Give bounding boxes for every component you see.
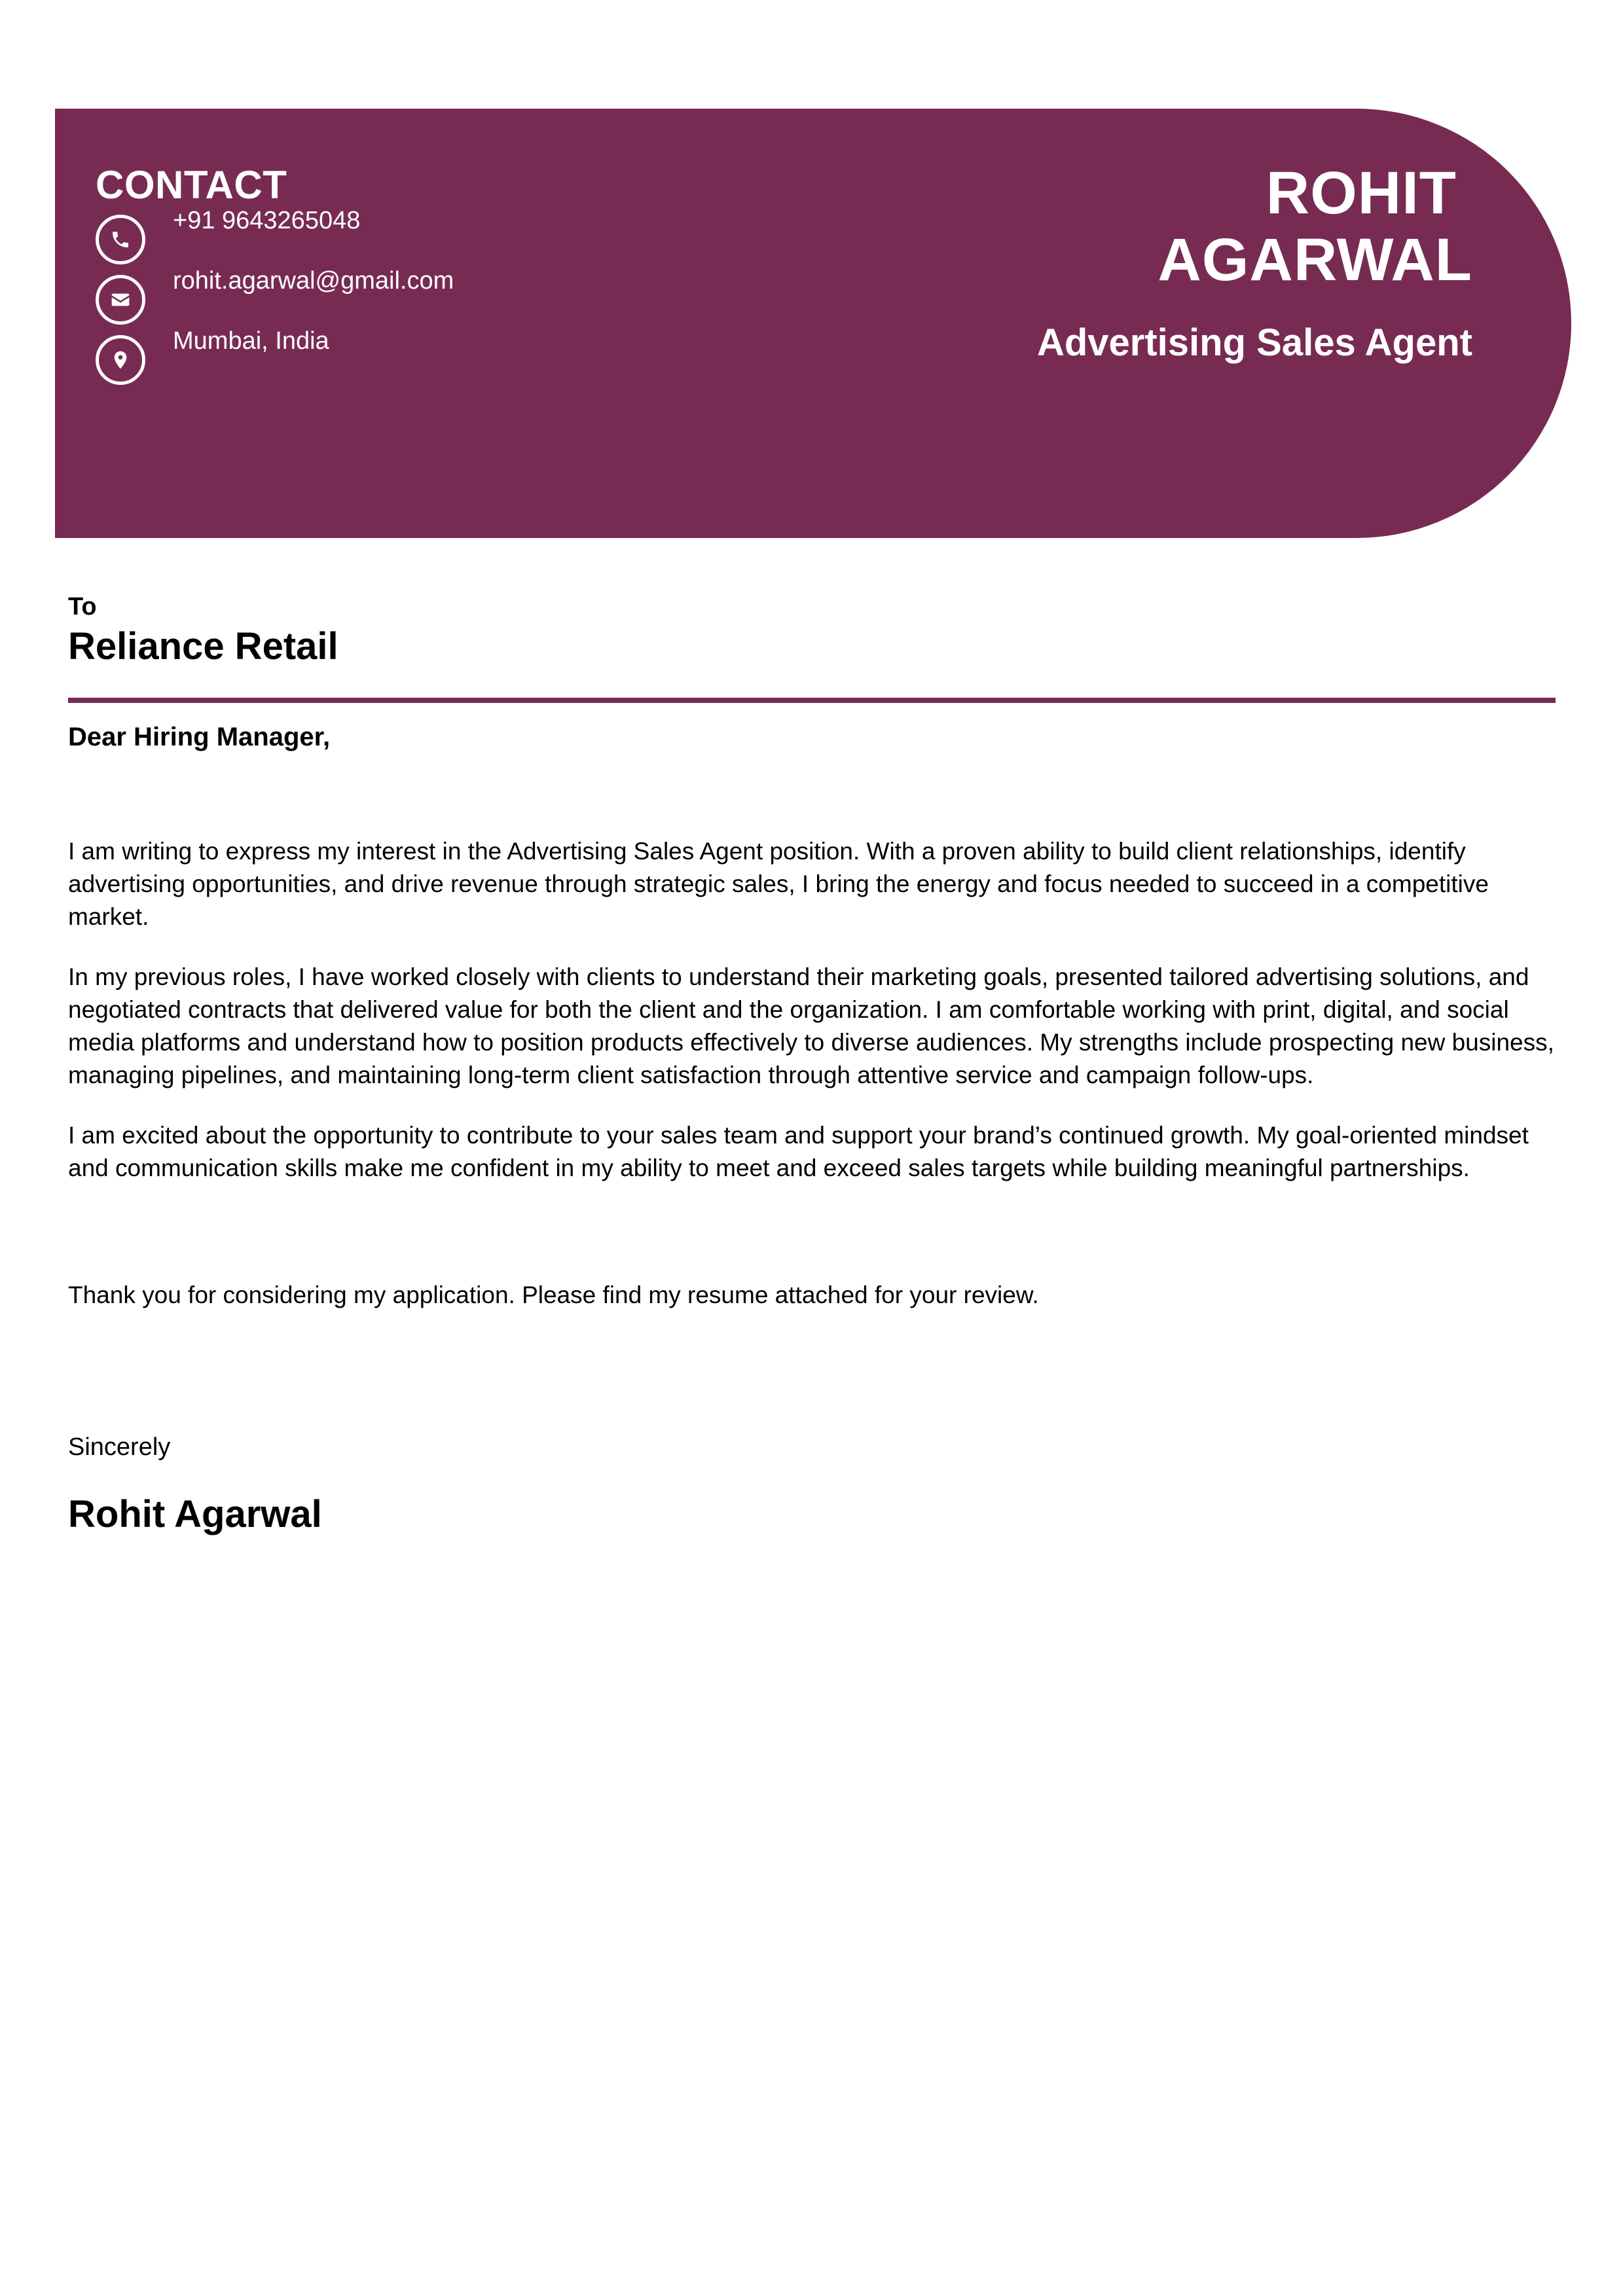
paragraph-motivation: I am excited about the opportunity to contribute to your sales team and support your brand’s continued growth. My goal-oriented mindset and communication skills make me confident in my ability to meet and exceed sales targets while building meaningful partnerships. [68,1122,1529,1181]
section-divider [68,698,1556,703]
to-label: To [68,593,97,620]
location-pin-icon [96,335,145,385]
first-name: ROHIT [1266,160,1457,226]
phone-number: +91 9643265048 [173,207,361,234]
contact-heading: CONTACT [96,163,287,207]
last-name: AGARWAL [1158,226,1472,293]
paragraph-thanks: Thank you for considering my application. Please find my resume attached for your review. [68,1282,1039,1308]
signature-name: Rohit Agarwal [68,1493,322,1535]
applicant-name [1158,160,1472,293]
email-address: rohit.agarwal@gmail.com [173,267,454,295]
job-title: Advertising Sales Agent [1036,321,1472,364]
envelope-icon [96,275,145,325]
closing: Sincerely [68,1433,171,1461]
paragraph-intro: I am writing to express my interest in the Advertising Sales Agent position. With a proven ability to build client relationships, identify advertising opportunities, and drive revenue through strategic sales, I bring the energy and focus needed to succeed in a competitive market. [68,838,1489,930]
salutation: Dear Hiring Manager, [68,723,331,751]
location-text: Mumbai, India [173,327,329,355]
paragraph-experience: In my previous roles, I have worked closely with clients to understand their marketing goals, presented tailored advertising solutions, and negotiated contracts that delivered value for both the client and the organization. I am comfortable working with print, digital, and social media platforms and understand how to position products effectively to diverse audiences. My strengths include prospecting new business, managing pipelines, and maintaining long-term client satisfaction through attentive service and campaign follow-ups. [68,963,1554,1088]
phone-icon [96,215,145,264]
recipient-company: Reliance Retail [68,625,338,668]
